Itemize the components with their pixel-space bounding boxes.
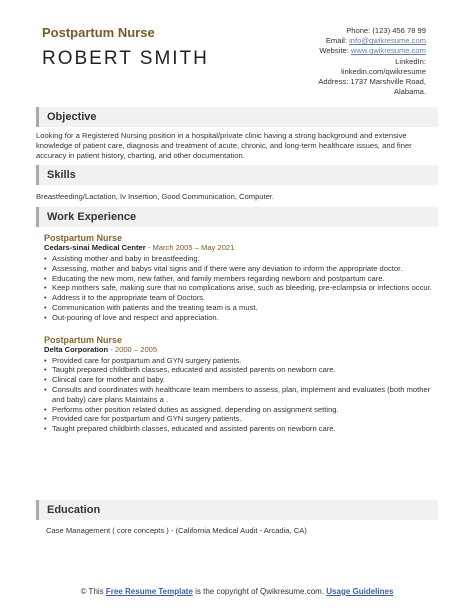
skills-header (36, 165, 438, 185)
bullet-item: • Taught prepared childbirth classes, educated and assisted parents on newborn care. (44, 365, 438, 375)
bullet-item: • Assessing, mother and babys vital signs and if there were any deviation to inform the appropriate doctor. (44, 264, 438, 274)
footer-prefix: © This (80, 587, 106, 596)
bullet-item: • Out-pouring of love and respect and appreciation. (44, 313, 438, 323)
skills-text: Breastfeeding/Lactation, Iv Insertion, Good Communication, Computer. (36, 192, 275, 201)
bullet-item: • Assisting mother and baby in breastfeeding. (44, 254, 438, 264)
website-label: Website: (319, 46, 351, 56)
bullet-item: • Educating the new mom, new father, and family members regarding newborn and postpartum care. (44, 274, 438, 284)
job-dates: - 2000 – 2005 (108, 344, 158, 354)
job-dates: - March 2005 – May 2021 (145, 243, 235, 252)
objective-header (36, 107, 438, 127)
candidate-name: ROBERT SMITH (42, 48, 209, 69)
contact-phone: Phone: (123) 456 78 99 (346, 26, 426, 35)
bullet-item: • Provided care for postpartum and GYN surgery patients. (44, 414, 438, 424)
contact-block (266, 26, 426, 97)
bullet-item: • Keep mothers safe, making sure that no complications arise, such as bleeding, pre-eclampsia or infections occur. (44, 283, 438, 293)
objective-title: Objective (47, 111, 97, 123)
job-company-line (44, 345, 438, 355)
footer-middle: is the copyright of Qwikresume.com. (192, 587, 327, 596)
free-template-link[interactable]: Free Resume Template (105, 587, 193, 596)
education-section (36, 500, 438, 536)
email-label: Email: (325, 36, 350, 46)
bullet-item: • Address it to the appropriate team of Doctors. (44, 293, 438, 303)
bullet-item: • Clinical care for mother and baby. (44, 375, 438, 385)
contact-website (266, 46, 426, 56)
job-company: Delta Corporation (44, 344, 109, 354)
experience-section (36, 207, 438, 434)
job-company-line (44, 243, 438, 253)
objective-text: Looking for a Registered Nursing position in a hospital/private clinic having a strong background and extensive knowledge of patient care, diagnosis and treatment of acute, chronic, and long-term healthcare issues, and finer accuracy in patient history, charting, and other documentation. (36, 131, 412, 160)
job-bullets (36, 254, 438, 323)
skills-title: Skills (47, 169, 76, 181)
education-title: Education (47, 504, 101, 516)
job-role: Postpartum Nurse (44, 233, 123, 243)
experience-header (36, 207, 438, 227)
email-link[interactable]: info@qwikresume.com (349, 36, 426, 46)
linkedin-label: LinkedIn: (395, 56, 426, 66)
contact-email (266, 36, 426, 46)
job-role: Postpartum Nurse (44, 334, 123, 345)
job-entry (36, 335, 438, 434)
bullet-item: • Provided care for postpartum and GYN surgery patients. (44, 356, 438, 366)
job-title: Postpartum Nurse (42, 25, 155, 40)
usage-guidelines-link[interactable]: Usage Guidelines (326, 587, 394, 596)
bullet-item: • Performs other position related duties as assigned, depending on assignment setting. (44, 405, 438, 415)
skills-section (36, 165, 438, 202)
job-company: Cedars-sinai Medical Center (44, 243, 146, 252)
address-line2: Alabama. (393, 87, 426, 97)
bullet-item: • Communication with patients and the treating team is a must. (44, 303, 438, 313)
linkedin-value: linkedin.com/qwikresume (341, 66, 426, 76)
address-line1: Address: 1737 Marshville Road, (318, 77, 426, 87)
bullet-item: • Taught prepared childbirth classes, educated and assisted parents on newborn care. (44, 424, 438, 434)
job-entry (36, 233, 438, 323)
footer (0, 586, 474, 597)
education-text: Case Management ( core concepts ) - (California Medical Audit - Arcadia, CA) (46, 526, 307, 535)
job-bullets (36, 356, 438, 434)
education-header (36, 500, 438, 520)
bullet-item: • Consults and coordinates with healthcare team members to assess, plan, implement and evaluates (both mother and baby) care plans Maintains a . (44, 385, 438, 405)
experience-title: Work Experience (47, 211, 137, 223)
objective-section (36, 107, 438, 161)
website-link[interactable]: www.qwikresume.com (350, 46, 426, 56)
